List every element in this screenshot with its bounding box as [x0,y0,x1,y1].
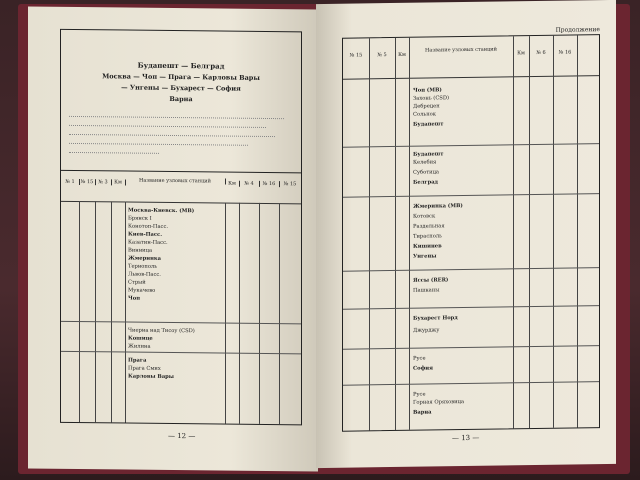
left-page-number: — 12 — [168,431,196,441]
left-times-block [63,207,123,208]
left-timetable [61,170,301,425]
col-header: № 3 [95,179,112,185]
left-table-frame [60,29,302,426]
station-name: Киев-Пасс. [128,231,163,238]
col-header: Название узловых станций [125,177,226,184]
station-name: Русе [413,355,426,362]
col-header: № 16 [259,181,280,187]
route-line-2: Москва — Чоп — Прага — Карловы Вары [102,72,260,82]
station-name: Жилина [128,343,151,350]
station-name: Дебрецен [413,103,440,110]
station-name: Белград [413,179,439,186]
station-name: Горная Оряховица [413,399,465,406]
left-header-row [61,171,301,205]
station-name: Бухарест Норд [413,315,458,322]
route-line-3: — Унгены — Бухарест — София [121,83,241,93]
route-line-4: Варна [169,94,193,104]
station-name: Пашканы [413,287,440,294]
station-name: Жмеринка [128,255,161,262]
col-header: Км [513,50,530,56]
station-name: Келебия [413,159,437,166]
station-name: Котовск [413,213,436,220]
station-name: Захонь (CSD) [413,95,450,102]
col-header: Км [225,181,240,187]
right-page-number: — 13 — [452,433,480,443]
station-name: Кошице [128,335,153,342]
station-name: Кишинев [413,243,442,250]
station-name: Стрый [128,279,146,286]
col-header: № 5 [369,52,396,58]
right-page [316,0,616,468]
continuation-label: Продолжение [555,26,600,34]
notes-block [69,110,293,160]
station-name: Львов-Пасс. [128,271,161,278]
col-header: Км [395,52,410,58]
station-name: Жмеринка (МВ) [413,203,463,210]
station-name: Чоп [128,295,140,302]
station-name: Тернополь [128,263,158,270]
col-header: № 15 [283,181,297,188]
col-header: № 16 [553,49,578,55]
station-name: Раздельная [413,223,445,230]
station-name: Конотоп-Пасс. [128,223,168,230]
station-name: Русе [413,391,426,398]
station-name: Чоп (МВ) [413,87,442,94]
station-name: Прага Смих [128,365,161,372]
col-header: Название узловых станций [409,46,514,53]
col-header: № 15 [79,179,96,185]
station-name: Карловы Вары [128,373,175,381]
station-name: Яссы (RER) [413,277,449,284]
col-header: № 4 [239,181,260,187]
station-name: Москва-Киевск. (МВ) [128,207,195,215]
right-header-row [343,35,599,80]
station-name: Чиерна над Тисоу (CSD) [128,327,195,335]
station-name: Варна [413,409,432,416]
station-name: Будапешт [413,151,444,158]
col-header: № 15 [343,52,370,58]
route-line-1: Будапешт — Белград [137,60,225,71]
left-page [28,6,318,471]
station-name: Будапешт [413,121,444,128]
station-name: Мукачево [128,287,156,294]
station-name: Казатин-Пасс. [128,239,168,246]
col-header: № 6 [529,50,554,56]
col-header: № 1 [61,179,80,185]
station-name: Джурджу [413,327,440,334]
col-header: Км [111,179,126,185]
station-name: Прага [128,357,147,364]
right-table-frame [342,34,600,432]
station-name: Суботица [413,169,440,176]
station-name: Унгены [413,253,437,260]
station-name: Сольнок [413,111,437,118]
station-name: Винница [128,247,153,254]
station-name: Брянск I [128,215,152,222]
station-name: Тирасполь [413,233,442,240]
station-name: София [413,365,433,372]
